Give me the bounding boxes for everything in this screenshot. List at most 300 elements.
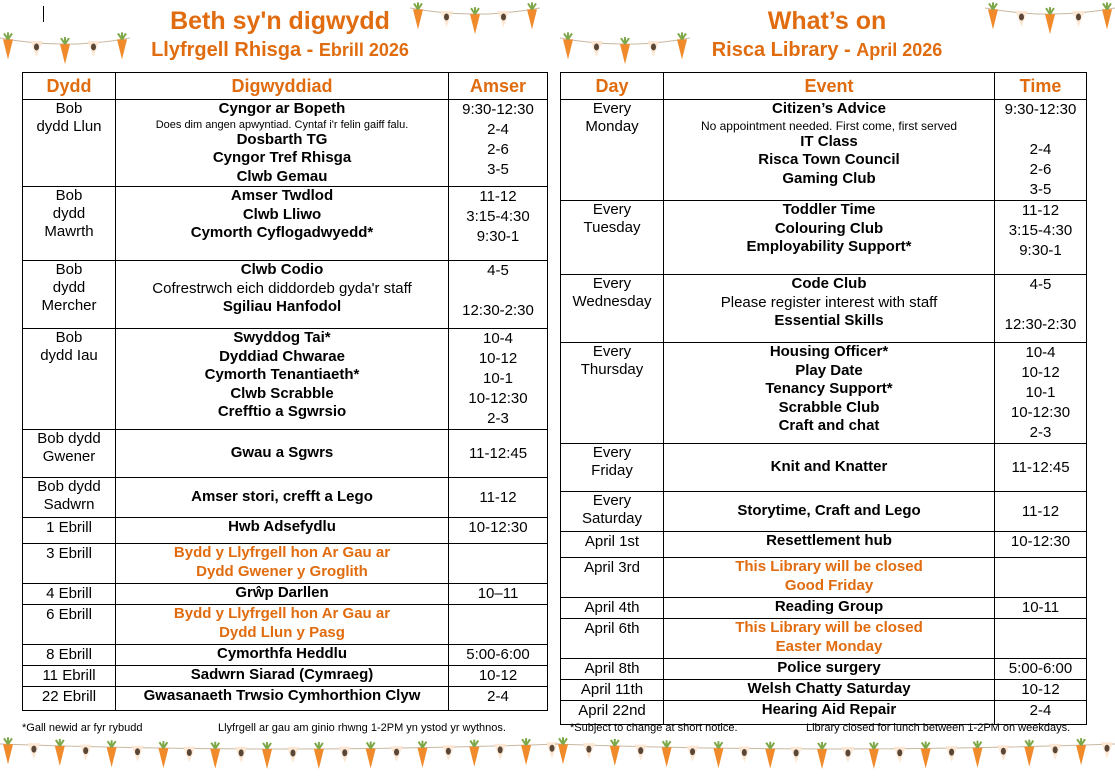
time-label: 10-12 bbox=[478, 667, 518, 684]
bunny-bunting-icon bbox=[842, 747, 854, 763]
event-label: Cymorthfa Heddlu bbox=[216, 645, 347, 662]
carrot-garland-top-left bbox=[0, 30, 130, 75]
event-label: Grŵp Darllen bbox=[235, 584, 329, 601]
time-label: 2-4 bbox=[487, 121, 509, 138]
time-label: 10-12 bbox=[1021, 681, 1060, 698]
english-time-cell bbox=[995, 598, 1087, 619]
event-label: Code Club bbox=[791, 275, 867, 292]
day-label: 11 Ebrill bbox=[42, 667, 96, 684]
carrot-icon bbox=[314, 742, 324, 769]
event-label: Please register interest with staff bbox=[720, 293, 938, 311]
bunny-bunting-icon bbox=[391, 746, 403, 762]
english-table-row bbox=[561, 532, 1087, 558]
welsh-event-cell bbox=[116, 544, 449, 584]
english-time-cell bbox=[995, 558, 1087, 598]
time-label: 3:15-4:30 bbox=[1008, 222, 1073, 239]
event-label: Essential Skills bbox=[774, 312, 884, 329]
day-label: Gwener bbox=[42, 448, 96, 465]
event-label: Play Date bbox=[795, 361, 863, 379]
day-label: 3 Ebrill bbox=[46, 545, 92, 562]
welsh-day-cell bbox=[23, 430, 116, 478]
time-label: 10-12:30 bbox=[468, 390, 528, 407]
english-event-cell bbox=[664, 201, 995, 275]
event-label: Toddler Time bbox=[782, 201, 876, 218]
carrot-icon bbox=[620, 37, 630, 64]
time-label: 2-3 bbox=[487, 410, 509, 427]
day-label: Bob dydd bbox=[37, 430, 101, 447]
bunny-bunting-icon bbox=[687, 746, 699, 762]
day-label: Saturday bbox=[581, 510, 643, 527]
day-label: Every bbox=[592, 201, 632, 218]
event-label: Employability Support* bbox=[746, 238, 912, 255]
carrot-icon bbox=[470, 7, 480, 34]
english-table-row bbox=[561, 659, 1087, 680]
english-event-cell bbox=[664, 275, 995, 343]
bunny-bunting-icon bbox=[738, 746, 750, 762]
event-label: Gaming Club bbox=[782, 169, 876, 187]
english-event-cell bbox=[664, 619, 995, 659]
english-time-cell bbox=[995, 492, 1087, 532]
time-label: 2-6 bbox=[1029, 161, 1052, 178]
carrot-icon bbox=[662, 740, 672, 767]
event-label: Bydd y Llyfrgell hon Ar Gau ar bbox=[173, 605, 391, 622]
day-label: Every bbox=[592, 100, 632, 117]
welsh-event-cell bbox=[116, 100, 449, 187]
event-label: Craft and chat bbox=[778, 417, 880, 434]
time-label: 11-12 bbox=[1021, 202, 1060, 219]
event-label: Hearing Aid Repair bbox=[761, 701, 897, 718]
carrot-icon bbox=[469, 740, 479, 767]
welsh-day-cell bbox=[23, 518, 116, 544]
time-label: 11-12 bbox=[479, 188, 517, 205]
carrot-garland-top-middle-right bbox=[560, 30, 690, 75]
event-label: Knit and Knatter bbox=[770, 458, 888, 476]
day-label: Every bbox=[592, 275, 632, 292]
day-label: Monday bbox=[585, 118, 639, 135]
event-label: Colouring Club bbox=[774, 219, 884, 237]
english-title: What’s on bbox=[767, 7, 887, 35]
english-footer-lunch: Library closed for lunch between 1-2PM on weekdays. bbox=[806, 722, 1071, 734]
time-label: 2-4 bbox=[487, 688, 509, 705]
welsh-event-cell bbox=[116, 666, 449, 687]
event-label: This Library will be closed bbox=[735, 619, 923, 636]
carrot-icon bbox=[521, 738, 531, 765]
event-label: Cofrestrwch eich diddordeb gyda'r staff bbox=[152, 279, 412, 297]
english-table-row bbox=[561, 598, 1087, 619]
time-label: 10-12:30 bbox=[1010, 533, 1071, 550]
welsh-day-cell bbox=[23, 666, 116, 687]
english-event-cell bbox=[664, 532, 995, 558]
welsh-time-cell bbox=[449, 430, 548, 478]
welsh-table-row bbox=[23, 100, 548, 187]
english-header-time: Time bbox=[995, 73, 1087, 100]
carrot-garland-bottom-left bbox=[0, 736, 560, 776]
event-label: Dydd Llun y Pasg bbox=[219, 623, 345, 641]
bunny-bunting-icon bbox=[28, 743, 40, 759]
time-label: 10-12 bbox=[478, 350, 518, 367]
event-label: Housing Officer* bbox=[769, 343, 889, 360]
welsh-time-cell bbox=[449, 478, 548, 518]
carrot-icon bbox=[158, 741, 168, 768]
english-day-cell bbox=[561, 680, 664, 701]
day-label: Bob bbox=[55, 261, 83, 278]
carrot-icon bbox=[60, 37, 70, 64]
time-label: 12:30-2:30 bbox=[462, 302, 534, 319]
welsh-table-row bbox=[23, 329, 548, 430]
welsh-event-cell bbox=[116, 187, 449, 261]
welsh-table-row bbox=[23, 687, 548, 711]
time-label: 3-5 bbox=[487, 161, 509, 178]
time-label: 10-4 bbox=[482, 330, 514, 347]
welsh-event-cell bbox=[116, 329, 449, 430]
day-label: Every bbox=[592, 444, 632, 461]
event-label: Cyngor ar Bopeth bbox=[218, 100, 346, 117]
day-label: Mercher bbox=[41, 297, 97, 314]
carrot-icon bbox=[869, 742, 879, 769]
english-time-cell bbox=[995, 659, 1087, 680]
event-label: No appointment needed. First come, first served bbox=[700, 118, 958, 133]
english-footer-note: *Subject to change at short notice. bbox=[570, 722, 738, 734]
bunny-bunting-icon bbox=[1073, 11, 1085, 27]
time-label: 2-6 bbox=[487, 141, 509, 158]
welsh-table-row bbox=[23, 544, 548, 584]
english-event-cell bbox=[664, 598, 995, 619]
welsh-table-row bbox=[23, 645, 548, 666]
time-label: 4-5 bbox=[1029, 276, 1052, 293]
event-label: Cymorth Tenantiaeth* bbox=[204, 366, 360, 383]
event-label: Clwb Lliwo bbox=[242, 205, 322, 223]
event-label: Dyddiad Chwarae bbox=[219, 347, 345, 365]
time-label: 2-3 bbox=[1029, 424, 1052, 441]
day-label: 1 Ebrill bbox=[46, 519, 92, 536]
carrot-icon bbox=[765, 742, 775, 769]
time-label: 12:30-2:30 bbox=[1004, 316, 1077, 333]
welsh-event-cell bbox=[116, 518, 449, 544]
english-table-row bbox=[561, 619, 1087, 659]
bunny-bunting-icon bbox=[498, 11, 510, 27]
time-label: 3:15-4:30 bbox=[466, 208, 530, 225]
event-label: Risca Town Council bbox=[758, 151, 900, 168]
welsh-event-cell bbox=[116, 584, 449, 605]
event-label: Police surgery bbox=[777, 659, 881, 676]
carrot-icon bbox=[558, 737, 568, 764]
english-event-cell bbox=[664, 100, 995, 201]
day-label: April 6th bbox=[584, 620, 640, 637]
english-header-day: Day bbox=[561, 73, 664, 100]
event-label: Resettlement hub bbox=[766, 532, 892, 549]
bunny-bunting-icon bbox=[790, 747, 802, 763]
day-label: Mawrth bbox=[44, 223, 94, 240]
day-label: dydd Iau bbox=[40, 347, 98, 364]
carrot-icon bbox=[1076, 738, 1086, 765]
welsh-footer-note: *Gall newid ar fyr rybudd bbox=[22, 722, 143, 734]
bunny-bunting-icon bbox=[648, 41, 660, 57]
time-label: 11-12 bbox=[1021, 502, 1060, 520]
event-label: Hwb Adsefydlu bbox=[228, 518, 336, 535]
english-table-row bbox=[561, 343, 1087, 444]
event-label: Welsh Chatty Saturday bbox=[747, 680, 911, 697]
time-label: 10-12 bbox=[1021, 364, 1060, 381]
carrot-icon bbox=[527, 2, 537, 29]
time-label: 2-4 bbox=[1029, 141, 1052, 158]
day-label: April 8th bbox=[584, 660, 640, 677]
welsh-header-day: Dydd bbox=[23, 73, 116, 100]
welsh-time-cell bbox=[449, 261, 548, 329]
welsh-day-cell bbox=[23, 187, 116, 261]
bunny-bunting-icon bbox=[1016, 11, 1028, 27]
welsh-time-cell bbox=[449, 518, 548, 544]
welsh-table-row bbox=[23, 478, 548, 518]
bunny-bunting-icon bbox=[235, 747, 247, 763]
carrot-icon bbox=[1045, 7, 1055, 34]
welsh-header-row bbox=[23, 73, 548, 100]
welsh-header-event: Digwyddiad bbox=[116, 73, 449, 100]
welsh-header-time: Amser bbox=[449, 73, 548, 100]
english-schedule-table bbox=[560, 72, 1087, 725]
time-label: 10–11 bbox=[477, 585, 519, 602]
time-label: 11-12:45 bbox=[1011, 458, 1070, 476]
welsh-time-cell bbox=[449, 645, 548, 666]
day-label: Bob bbox=[55, 187, 83, 204]
event-label: Amser stori, crefft a Lego bbox=[191, 488, 373, 506]
day-label: 22 Ebrill bbox=[41, 688, 97, 705]
welsh-time-cell bbox=[449, 100, 548, 187]
english-time-cell bbox=[995, 444, 1087, 492]
welsh-time-cell bbox=[449, 605, 548, 645]
english-day-cell bbox=[561, 444, 664, 492]
bunny-bunting-icon bbox=[132, 746, 144, 762]
day-label: Bob bbox=[55, 100, 83, 117]
carrot-icon bbox=[107, 740, 117, 767]
welsh-event-cell bbox=[116, 430, 449, 478]
welsh-event-cell bbox=[116, 478, 449, 518]
event-label: Amser Twdlod bbox=[230, 187, 334, 204]
bunny-bunting-icon bbox=[88, 41, 100, 57]
day-label: 8 Ebrill bbox=[46, 646, 92, 663]
english-day-cell bbox=[561, 619, 664, 659]
english-time-cell bbox=[995, 680, 1087, 701]
event-label: Dosbarth TG bbox=[236, 130, 328, 148]
time-label: 5:00-6:00 bbox=[466, 646, 530, 663]
carrot-icon bbox=[988, 2, 998, 29]
bunny-bunting-icon bbox=[894, 747, 906, 763]
time-label: 11-12:45 bbox=[468, 444, 528, 462]
carrot-icon bbox=[413, 2, 423, 29]
event-label: Gwasanaeth Trwsio Cymhorthion Clyw bbox=[143, 687, 421, 704]
day-label: April 3rd bbox=[584, 559, 640, 576]
carrot-icon bbox=[3, 737, 13, 764]
time-label: 9:30-12:30 bbox=[1004, 101, 1077, 118]
bunny-bunting-icon bbox=[287, 747, 299, 763]
bunny-bunting-icon bbox=[1049, 744, 1061, 760]
day-label: 6 Ebrill bbox=[46, 606, 92, 623]
english-day-cell bbox=[561, 598, 664, 619]
welsh-day-cell bbox=[23, 584, 116, 605]
event-label: Cymorth Cyflogadwyedd* bbox=[190, 224, 374, 241]
english-event-cell bbox=[664, 659, 995, 680]
carrot-icon bbox=[3, 32, 13, 59]
event-label: Reading Group bbox=[774, 598, 884, 615]
time-label: 3-5 bbox=[1029, 181, 1052, 198]
welsh-table-row bbox=[23, 430, 548, 478]
time-label: 10-12:30 bbox=[1010, 404, 1071, 421]
welsh-time-cell bbox=[449, 544, 548, 584]
carrot-icon bbox=[972, 741, 982, 768]
day-label: Every bbox=[592, 343, 632, 360]
english-subtitle-name: Risca Library - bbox=[711, 39, 851, 61]
event-label: Cyngor Tref Rhisga bbox=[212, 149, 352, 166]
english-day-cell bbox=[561, 492, 664, 532]
english-event-cell bbox=[664, 680, 995, 701]
welsh-subtitle-name: Llyfrgell Rhisga - bbox=[151, 39, 314, 61]
event-label: Bydd y Llyfrgell hon Ar Gau ar bbox=[173, 544, 391, 561]
english-time-cell bbox=[995, 275, 1087, 343]
welsh-footer-lunch: Llyfrgell ar gau am ginio rhwng 1-2PM yn ystod yr wythnos. bbox=[218, 722, 506, 734]
english-table-row bbox=[561, 701, 1087, 725]
welsh-title: Beth sy'n digwydd bbox=[170, 7, 390, 35]
day-label: Friday bbox=[591, 462, 633, 479]
time-label: 5:00-6:00 bbox=[1008, 660, 1073, 677]
day-label: 4 Ebrill bbox=[46, 585, 92, 602]
welsh-event-cell bbox=[116, 605, 449, 645]
event-label: Easter Monday bbox=[775, 637, 883, 655]
welsh-time-cell bbox=[449, 584, 548, 605]
welsh-table-row bbox=[23, 261, 548, 329]
carrot-garland-top-middle-left bbox=[410, 0, 540, 45]
bunny-bunting-icon bbox=[1101, 742, 1113, 758]
time-label: 11-12 bbox=[479, 488, 517, 506]
english-table-row bbox=[561, 558, 1087, 598]
event-label: IT Class bbox=[800, 132, 858, 150]
carrot-icon bbox=[1024, 740, 1034, 767]
welsh-table-row bbox=[23, 666, 548, 687]
day-label: dydd Llun bbox=[36, 118, 102, 135]
welsh-day-cell bbox=[23, 687, 116, 711]
bunny-bunting-icon bbox=[183, 746, 195, 762]
bunny-bunting-icon bbox=[635, 745, 647, 761]
time-label bbox=[997, 120, 1084, 140]
event-label: Clwb Scrabble bbox=[230, 384, 334, 402]
english-time-cell bbox=[995, 701, 1087, 725]
welsh-time-cell bbox=[449, 187, 548, 261]
english-time-cell bbox=[995, 619, 1087, 659]
english-day-cell bbox=[561, 201, 664, 275]
day-label: Sadwrn bbox=[43, 496, 95, 513]
event-label: Clwb Codio bbox=[240, 261, 324, 278]
time-label: 10-12:30 bbox=[468, 519, 528, 536]
bunny-bunting-icon bbox=[946, 746, 958, 762]
day-label: Tuesday bbox=[583, 219, 641, 236]
english-table-row bbox=[561, 444, 1087, 492]
english-subtitle-date: April 2026 bbox=[856, 40, 943, 60]
welsh-table-row bbox=[23, 187, 548, 261]
event-label: Sgiliau Hanfodol bbox=[222, 298, 342, 315]
welsh-day-cell bbox=[23, 605, 116, 645]
day-label: Wednesday bbox=[572, 293, 652, 310]
carrot-icon bbox=[563, 32, 573, 59]
welsh-day-cell bbox=[23, 100, 116, 187]
carrot-garland-top-right bbox=[985, 0, 1115, 45]
welsh-day-cell bbox=[23, 544, 116, 584]
carrot-icon bbox=[262, 742, 272, 769]
carrot-icon bbox=[1102, 2, 1112, 29]
english-event-cell bbox=[664, 444, 995, 492]
event-label: This Library will be closed bbox=[735, 558, 923, 575]
english-table-row bbox=[561, 492, 1087, 532]
english-day-cell bbox=[561, 275, 664, 343]
welsh-time-cell bbox=[449, 329, 548, 430]
day-label: Bob bbox=[55, 329, 83, 346]
event-label: Storytime, Craft and Lego bbox=[737, 502, 921, 520]
welsh-day-cell bbox=[23, 478, 116, 518]
english-table-row bbox=[561, 680, 1087, 701]
bunny-bunting-icon bbox=[339, 747, 351, 763]
carrot-icon bbox=[817, 742, 827, 769]
bunny-bunting-icon bbox=[31, 41, 43, 57]
welsh-time-cell bbox=[449, 666, 548, 687]
carrot-garland-bottom-right bbox=[555, 736, 1115, 776]
day-label: Bob dydd bbox=[37, 478, 101, 495]
day-label: dydd bbox=[52, 279, 86, 296]
english-time-cell bbox=[995, 201, 1087, 275]
day-label: Every bbox=[592, 492, 632, 509]
bunny-bunting-icon bbox=[442, 745, 454, 761]
welsh-table-row bbox=[23, 584, 548, 605]
time-label: 2-4 bbox=[1029, 702, 1052, 719]
english-event-cell bbox=[664, 558, 995, 598]
day-label: April 22nd bbox=[578, 702, 646, 719]
english-table-row bbox=[561, 201, 1087, 275]
welsh-day-cell bbox=[23, 261, 116, 329]
bunny-bunting-icon bbox=[441, 11, 453, 27]
time-label: 4-5 bbox=[487, 262, 509, 279]
english-day-cell bbox=[561, 659, 664, 680]
carrot-icon bbox=[921, 741, 931, 768]
welsh-event-cell bbox=[116, 261, 449, 329]
event-label: Dydd Gwener y Groglith bbox=[196, 562, 368, 580]
carrot-icon bbox=[117, 32, 127, 59]
day-label: dydd bbox=[52, 205, 86, 222]
carrot-icon bbox=[713, 741, 723, 768]
bunny-bunting-icon bbox=[494, 744, 506, 760]
english-day-cell bbox=[561, 558, 664, 598]
carrot-icon bbox=[210, 742, 220, 769]
welsh-table-row bbox=[23, 518, 548, 544]
event-label: Does dim angen apwyntiad. Cyntaf i'r felin gaiff falu. bbox=[155, 118, 409, 131]
welsh-event-cell bbox=[116, 687, 449, 711]
time-label bbox=[997, 295, 1084, 315]
carrot-icon bbox=[677, 32, 687, 59]
english-day-cell bbox=[561, 100, 664, 201]
time-label: 10-1 bbox=[482, 370, 514, 387]
time-label: 9:30-1 bbox=[476, 228, 520, 245]
carrot-icon bbox=[55, 739, 65, 766]
time-label: 10-4 bbox=[1025, 344, 1056, 361]
event-label: Clwb Gemau bbox=[236, 167, 328, 185]
english-table-row bbox=[561, 275, 1087, 343]
welsh-schedule-table bbox=[22, 72, 548, 711]
event-label: Scrabble Club bbox=[778, 398, 880, 416]
time-label: 10-11 bbox=[1021, 599, 1060, 616]
english-event-cell bbox=[664, 701, 995, 725]
welsh-day-cell bbox=[23, 645, 116, 666]
event-label: Gwau a Sgwrs bbox=[230, 444, 334, 462]
bunny-bunting-icon bbox=[591, 41, 603, 57]
time-label bbox=[451, 281, 545, 301]
event-label: Citizen’s Advice bbox=[772, 100, 886, 117]
day-label: April 11th bbox=[580, 681, 644, 698]
time-label: 9:30-12:30 bbox=[462, 101, 534, 118]
